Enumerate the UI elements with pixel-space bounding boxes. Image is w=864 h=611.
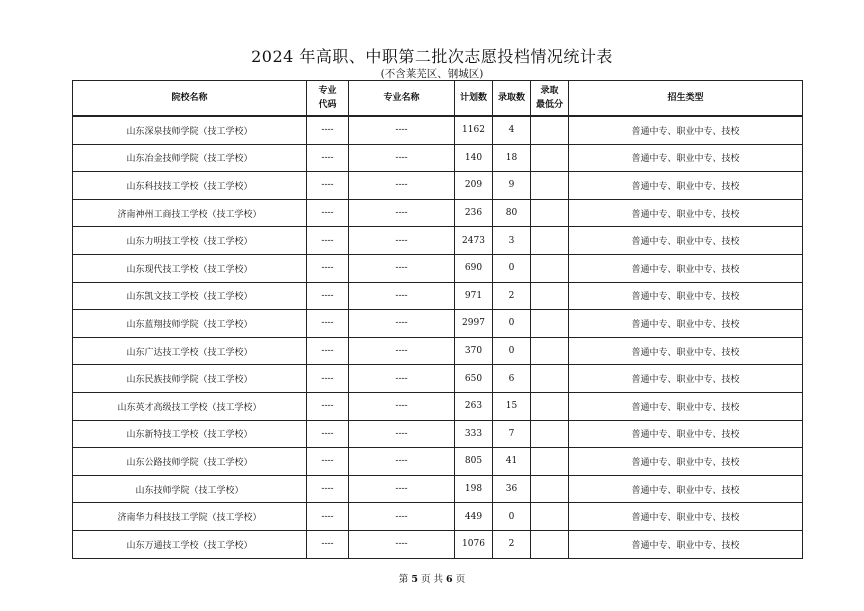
cell-admit: 15 [493, 392, 531, 420]
cell-plan: 1076 [455, 530, 493, 558]
header-min-score-line1: 录取 [540, 86, 559, 96]
cell-min-score [531, 337, 569, 365]
header-min-score [531, 81, 569, 117]
cell-min-score [531, 310, 569, 338]
table-row [73, 254, 803, 282]
cell-plan: 263 [455, 392, 493, 420]
page-subtitle: (不含莱芜区、钢城区) [380, 68, 484, 80]
cell-plan: 971 [455, 282, 493, 310]
cell-admit: 6 [493, 365, 531, 393]
cell-min-score [531, 254, 569, 282]
cell-school: 济南神州工商技工学校（技工学校） [73, 199, 307, 227]
cell-admit: 18 [493, 144, 531, 172]
cell-major-name: ---- [349, 310, 455, 338]
footer-suffix: 页 [455, 574, 466, 585]
table-row [73, 144, 803, 172]
cell-major-code: ---- [307, 420, 349, 448]
cell-school: 山东现代技工学校（技工学校） [73, 254, 307, 282]
cell-major-name: ---- [349, 172, 455, 200]
cell-admit: 0 [493, 503, 531, 531]
cell-plan: 140 [455, 144, 493, 172]
cell-plan: 209 [455, 172, 493, 200]
cell-plan: 198 [455, 475, 493, 503]
cell-admit: 3 [493, 227, 531, 255]
cell-type: 普通中专、职业中专、技校 [569, 144, 803, 172]
header-major-name: 专业名称 [349, 81, 455, 117]
cell-school: 山东公路技师学院（技工学校） [73, 448, 307, 476]
table-row [73, 475, 803, 503]
cell-type: 普通中专、职业中专、技校 [569, 392, 803, 420]
cell-major-code: ---- [307, 254, 349, 282]
cell-plan: 2473 [455, 227, 493, 255]
cell-school: 山东科技技工学校（技工学校） [73, 172, 307, 200]
cell-major-name: ---- [349, 116, 455, 144]
cell-min-score [531, 227, 569, 255]
cell-min-score [531, 392, 569, 420]
header-type: 招生类型 [569, 81, 803, 117]
cell-type: 普通中专、职业中专、技校 [569, 254, 803, 282]
cell-admit: 2 [493, 530, 531, 558]
cell-school: 山东凯文技工学校（技工学校） [73, 282, 307, 310]
table-row [73, 530, 803, 558]
cell-type: 普通中专、职业中专、技校 [569, 503, 803, 531]
cell-major-name: ---- [349, 392, 455, 420]
cell-major-code: ---- [307, 227, 349, 255]
cell-plan: 690 [455, 254, 493, 282]
cell-min-score [531, 448, 569, 476]
header-admit: 录取数 [493, 81, 531, 117]
cell-type: 普通中专、职业中专、技校 [569, 282, 803, 310]
cell-type: 普通中专、职业中专、技校 [569, 199, 803, 227]
cell-type: 普通中专、职业中专、技校 [569, 310, 803, 338]
cell-admit: 9 [493, 172, 531, 200]
table-row [73, 172, 803, 200]
table-body [73, 116, 803, 558]
table-row [73, 365, 803, 393]
cell-major-name: ---- [349, 475, 455, 503]
cell-major-name: ---- [349, 144, 455, 172]
cell-school: 山东英才高级技工学校（技工学校） [73, 392, 307, 420]
page-footer [0, 571, 864, 585]
cell-major-code: ---- [307, 503, 349, 531]
cell-plan: 370 [455, 337, 493, 365]
cell-major-name: ---- [349, 448, 455, 476]
cell-school: 山东蓝翔技师学院（技工学校） [73, 310, 307, 338]
cell-school: 山东新特技工学校（技工学校） [73, 420, 307, 448]
cell-school: 山东广达技工学校（技工学校） [73, 337, 307, 365]
table-row [73, 337, 803, 365]
header-plan: 计划数 [455, 81, 493, 117]
cell-min-score [531, 365, 569, 393]
cell-min-score [531, 475, 569, 503]
header-school: 院校名称 [73, 81, 307, 117]
header-major-code-line2: 代码 [318, 100, 337, 110]
cell-admit: 80 [493, 199, 531, 227]
cell-major-code: ---- [307, 365, 349, 393]
cell-type: 普通中专、职业中专、技校 [569, 337, 803, 365]
page-title: 2024 年高职、中职第二批次志愿投档情况统计表 [251, 47, 613, 66]
header-major-code [307, 81, 349, 117]
table-row [73, 392, 803, 420]
table-row [73, 310, 803, 338]
cell-school: 济南华力科技技工学院（技工学校） [73, 503, 307, 531]
cell-major-code: ---- [307, 172, 349, 200]
cell-min-score [531, 172, 569, 200]
cell-school: 山东力明技工学校（技工学校） [73, 227, 307, 255]
table-row [73, 420, 803, 448]
cell-plan: 333 [455, 420, 493, 448]
footer-total-pages: 6 [446, 574, 453, 585]
admission-table [72, 80, 803, 559]
cell-school: 山东技师学院（技工学校） [73, 475, 307, 503]
cell-plan: 1162 [455, 116, 493, 144]
table-row [73, 116, 803, 144]
cell-major-code: ---- [307, 116, 349, 144]
cell-major-code: ---- [307, 282, 349, 310]
cell-type: 普通中专、职业中专、技校 [569, 530, 803, 558]
cell-major-code: ---- [307, 337, 349, 365]
cell-type: 普通中专、职业中专、技校 [569, 116, 803, 144]
cell-type: 普通中专、职业中专、技校 [569, 365, 803, 393]
table-row [73, 282, 803, 310]
cell-admit: 0 [493, 254, 531, 282]
cell-admit: 7 [493, 420, 531, 448]
cell-major-name: ---- [349, 282, 455, 310]
cell-min-score [531, 420, 569, 448]
cell-plan: 650 [455, 365, 493, 393]
table-header-row [73, 81, 803, 117]
cell-school: 山东冶金技师学院（技工学校） [73, 144, 307, 172]
cell-major-name: ---- [349, 365, 455, 393]
cell-major-code: ---- [307, 448, 349, 476]
cell-major-code: ---- [307, 310, 349, 338]
cell-admit: 0 [493, 337, 531, 365]
cell-type: 普通中专、职业中专、技校 [569, 172, 803, 200]
cell-admit: 2 [493, 282, 531, 310]
header-major-code-line1: 专业 [318, 86, 337, 96]
cell-plan: 236 [455, 199, 493, 227]
cell-plan: 449 [455, 503, 493, 531]
cell-type: 普通中专、职业中专、技校 [569, 420, 803, 448]
cell-min-score [531, 503, 569, 531]
cell-admit: 4 [493, 116, 531, 144]
cell-major-name: ---- [349, 199, 455, 227]
cell-major-name: ---- [349, 254, 455, 282]
cell-min-score [531, 116, 569, 144]
cell-major-name: ---- [349, 530, 455, 558]
table-row [73, 503, 803, 531]
cell-major-code: ---- [307, 199, 349, 227]
cell-type: 普通中专、职业中专、技校 [569, 475, 803, 503]
cell-school: 山东深泉技师学院（技工学校） [73, 116, 307, 144]
cell-type: 普通中专、职业中专、技校 [569, 227, 803, 255]
cell-major-code: ---- [307, 392, 349, 420]
cell-min-score [531, 282, 569, 310]
cell-plan: 805 [455, 448, 493, 476]
cell-major-name: ---- [349, 420, 455, 448]
cell-min-score [531, 199, 569, 227]
cell-major-code: ---- [307, 530, 349, 558]
footer-middle: 页 共 [420, 574, 444, 585]
footer-prefix: 第 [398, 574, 409, 585]
cell-school: 山东万通技工学校（技工学校） [73, 530, 307, 558]
cell-major-name: ---- [349, 227, 455, 255]
cell-admit: 41 [493, 448, 531, 476]
cell-admit: 36 [493, 475, 531, 503]
table-row [73, 448, 803, 476]
cell-type: 普通中专、职业中专、技校 [569, 448, 803, 476]
cell-admit: 0 [493, 310, 531, 338]
cell-major-code: ---- [307, 475, 349, 503]
cell-min-score [531, 530, 569, 558]
table-row [73, 227, 803, 255]
footer-page-number: 5 [411, 574, 418, 585]
cell-major-code: ---- [307, 144, 349, 172]
cell-school: 山东民族技师学院（技工学校） [73, 365, 307, 393]
cell-plan: 2997 [455, 310, 493, 338]
header-min-score-line2: 最低分 [535, 100, 563, 110]
table-row [73, 199, 803, 227]
cell-major-name: ---- [349, 503, 455, 531]
cell-min-score [531, 144, 569, 172]
cell-major-name: ---- [349, 337, 455, 365]
